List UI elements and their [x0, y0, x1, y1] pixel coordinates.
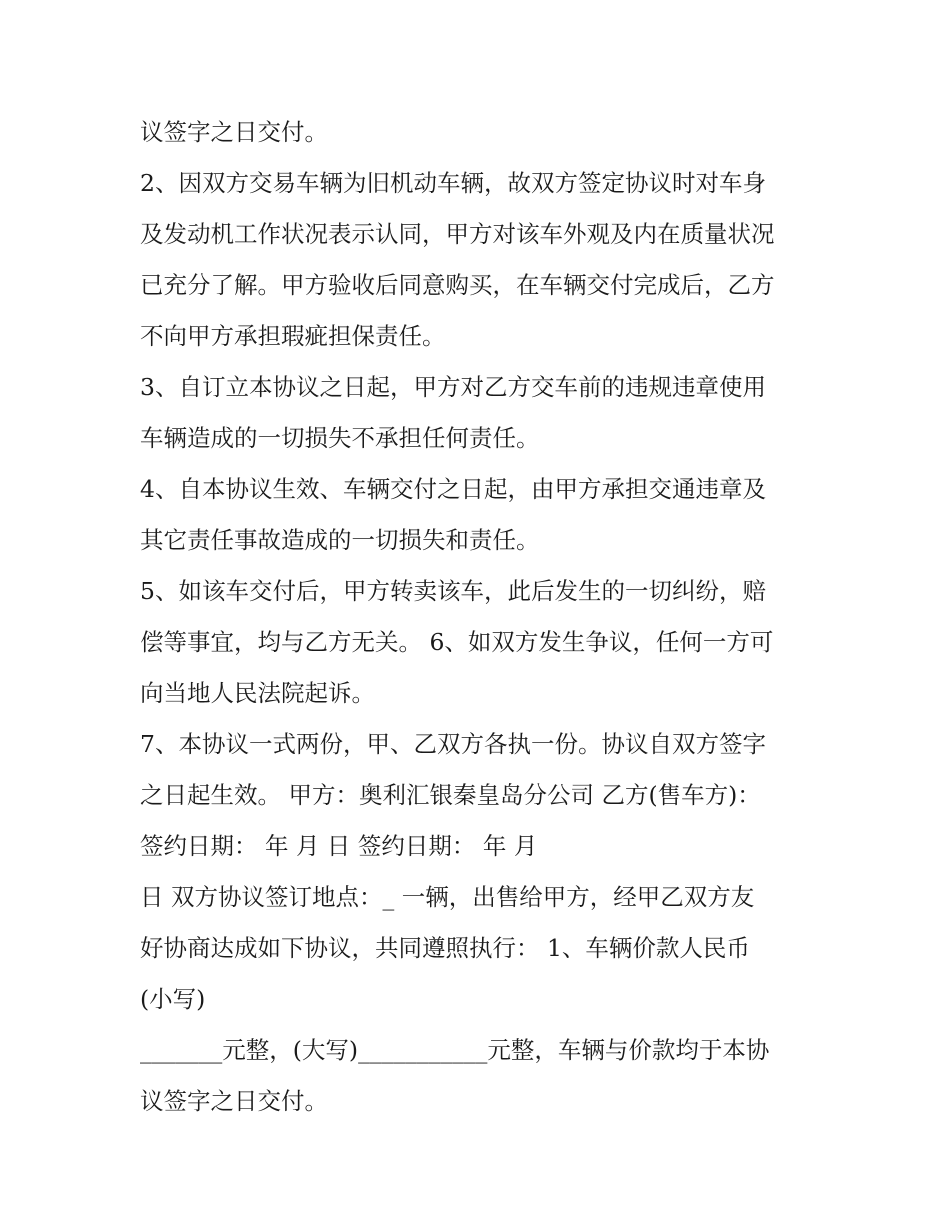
text-line: 日 双方协议签订地点：_ 一辆，出售给甲方，经甲乙双方友: [140, 883, 755, 911]
text-line: 偿等事宜，均与乙方无关。 6、如双方发生争议，任何一方可: [140, 628, 774, 656]
text-line: 之日起生效。 甲方：奥利汇银秦皇岛分公司 乙方(售车方)：: [140, 781, 761, 809]
text-line: 其它责任事故造成的一切损失和责任。: [140, 526, 540, 554]
text-line: 议签字之日交付。: [140, 1087, 328, 1115]
text-line: 4、自本协议生效、车辆交付之日起，由甲方承担交通违章及: [140, 475, 766, 503]
text-line: 及发动机工作状况表示认同，甲方对该车外观及内在质量状况: [140, 220, 775, 248]
text-line: 签约日期： 年 月 日 签约日期： 年 月: [140, 832, 538, 860]
text-line: 车辆造成的一切损失不承担任何责任。: [140, 424, 540, 452]
agreement-body-text: [140, 107, 840, 1127]
text-line: 向当地人民法院起诉。: [140, 679, 375, 707]
text-line: 不向甲方承担瑕疵担保责任。: [140, 322, 446, 350]
text-line: 5、如该车交付后，甲方转卖该车，此后发生的一切纠纷，赔: [140, 577, 766, 605]
text-line: 2、因双方交易车辆为旧机动车辆，故双方签定协议时对车身: [140, 169, 766, 197]
text-line: (小写): [140, 985, 206, 1013]
text-line: _______元整，(大写)___________元整，车辆与价款均于本协: [140, 1036, 770, 1064]
text-line: 3、自订立本协议之日起，甲方对乙方交车前的违规违章使用: [140, 373, 766, 401]
text-line: 已充分了解。甲方验收后同意购买，在车辆交付完成后，乙方: [140, 271, 775, 299]
text-line: 7、本协议一式两份，甲、乙双方各执一份。协议自双方签字: [140, 730, 766, 758]
text-line: 好协商达成如下协议，共同遵照执行： 1、车辆价款人民币: [140, 934, 750, 962]
text-line: 议签字之日交付。: [140, 118, 328, 146]
